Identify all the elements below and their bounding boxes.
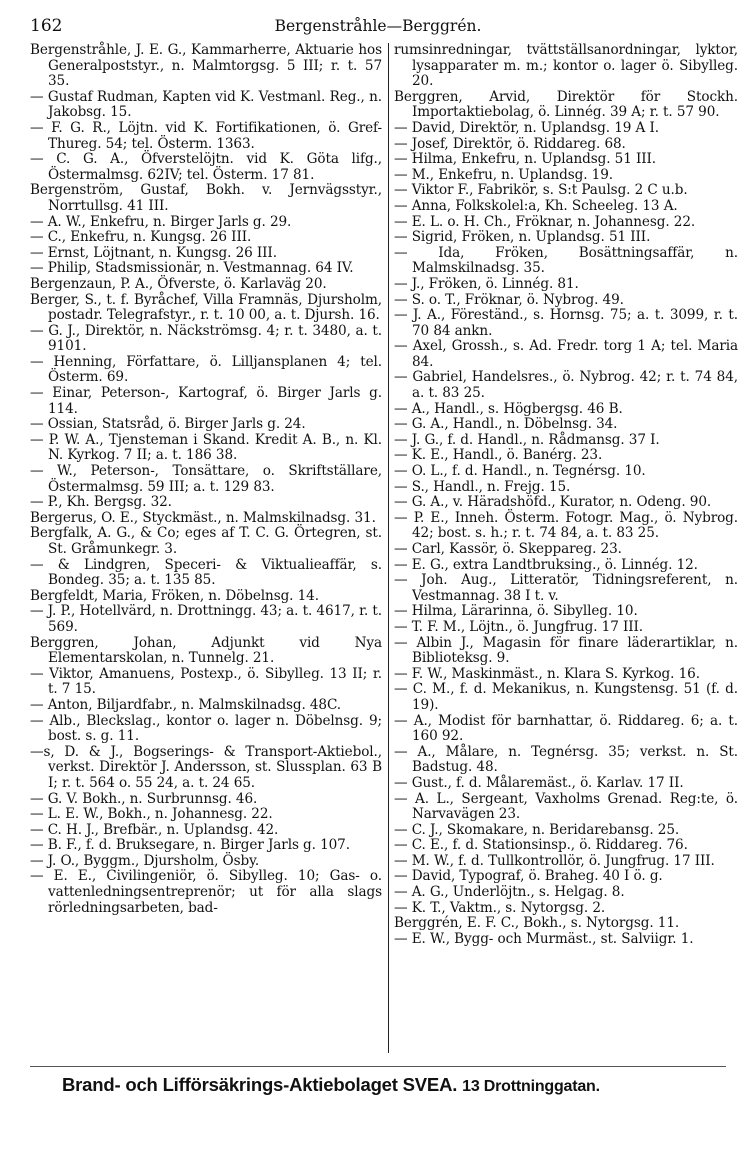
directory-entry: Bergenström, Gustaf, Bokh. v. Jernvägsstyr., Norrtullsg. 41 III.	[30, 182, 382, 214]
directory-entry: — C. G. A., Öfverstelöjtn. vid K. Göta lifg., Östermalmsg. 62IV; tel. Österm. 17 81.	[30, 151, 382, 183]
directory-entry: — W., Peterson-, Tonsättare, o. Skriftställare, Östermalmsg. 59 III; a. t. 129 83.	[30, 463, 382, 495]
directory-entry: — S. o. T., Fröknar, ö. Nybrog. 49.	[394, 291, 624, 308]
directory-entry: — P. E., Inneh. Österm. Fotogr. Mag., ö. Nybrog. 42; bost. s. h.; r. t. 74 84, a. t. 83 25.	[394, 509, 738, 542]
directory-entry: — A. W., Enkefru, n. Birger Jarls g. 29.	[30, 213, 292, 230]
left-column	[30, 43, 382, 916]
directory-entry: — C. H. J., Brefbär., n. Uplandsg. 42.	[30, 821, 279, 838]
directory-entry: — C. E., f. d. Stationsinsp., ö. Riddareg. 76.	[394, 837, 688, 854]
directory-columns	[30, 43, 738, 1053]
directory-entry: — Philip, Stadsmissionär, n. Vestmannag. 64 IV.	[30, 260, 354, 277]
directory-entry: — G. A., Handl., n. Döbelnsg. 34.	[394, 416, 618, 433]
directory-entry: Berggrén, E. F. C., Bokh., s. Nytorgsg. 11.	[394, 915, 680, 932]
directory-entry: — Viktor F., Fabrikör, s. S:t Paulsg. 2 C u.b.	[394, 182, 688, 199]
directory-entry: — Carl, Kassör, ö. Skeppareg. 23.	[394, 541, 622, 557]
directory-entry: Berger, S., t. f. Byråchef, Villa Framnäs, Djursholm, postadr. Telegrafstyr., r. t. 10 00, a. t. Djursh. 16.	[30, 291, 382, 324]
advert-address: 13 Drottninggatan.	[462, 1078, 600, 1095]
directory-entry: — A., Målare, n. Tegnérsg. 35; verkst. n. St. Badstug. 48.	[394, 743, 738, 776]
directory-entry: — A. G., Underlöjtn., s. Helgag. 8.	[394, 884, 625, 901]
directory-entry: Bergfalk, A. G., & Co; eges af T. C. G. Örtegren, st. St. Gråmunkegr. 3.	[30, 525, 382, 557]
directory-entry: — Viktor, Amanuens, Postexp., ö. Sibylleg. 13 II; r. t. 7 15.	[30, 665, 382, 698]
directory-entry: Berggren, Arvid, Direktör för Stockh. Importaktiebolag, ö. Linnég. 39 A; r. t. 57 90.	[394, 88, 738, 121]
directory-entry: Bergenstråhle, J. E. G., Kammarherre, Aktuarie hos Generalpoststyr., n. Malmtorgsg. 5 III; r. t. 57 35.	[30, 42, 382, 90]
directory-entry: — G. J., Direktör, n. Näckströmsg. 4; r. t. 3480, a. t. 9101.	[30, 322, 382, 355]
directory-entry: — P. W. A., Tjensteman i Skand. Kredit A. B., n. Kl. N. Kyrkog. 7 II; a. t. 186 38.	[30, 431, 382, 464]
directory-entry: — E. W., Bygg- och Murmäst., st. Salviigr. 1.	[394, 930, 694, 947]
directory-entry: — Anton, Biljardfabr., n. Malmskilnadsg. 48C.	[30, 696, 342, 713]
directory-entry: — C. J., Skomakare, n. Beridarebansg. 25.	[394, 821, 680, 838]
directory-entry: rumsinredningar, tvättställsanordningar, lyktor, lysapparater m. m.; kontor o. lager ö. Sibylleg. 20.	[394, 42, 738, 90]
directory-entry: — M. W., f. d. Tullkontrollör, ö. Jungfrug. 17 III.	[394, 852, 715, 869]
directory-entry: Berggren, Johan, Adjunkt vid Nya Elementarskolan, n. Tunnelg. 21.	[30, 634, 382, 667]
right-column	[394, 43, 738, 947]
directory-entry: — L. E. W., Bokh., n. Johannesg. 22.	[30, 806, 273, 823]
directory-entry: — E. E., Civilingeniör, ö. Sibylleg. 10; Gas- o. vattenledningsentreprenör; ut för alla slags rörledningsarbeten, bad-	[30, 868, 382, 916]
column-divider	[388, 43, 389, 1053]
page-number: 162	[30, 16, 63, 36]
directory-entry: — G. V. Bokh., n. Surbrunnsg. 46.	[30, 790, 258, 807]
directory-entry: — J. G., f. d. Handl., n. Rådmansg. 37 I.	[394, 431, 660, 448]
directory-entry: — Hilma, Lärarinna, ö. Sibylleg. 10.	[394, 603, 638, 620]
directory-entry: — J. O., Byggm., Djursholm, Ösby.	[30, 852, 260, 869]
footer-divider	[30, 1066, 726, 1067]
directory-entry: Bergenzaun, P. A., Öfverste, ö. Karlaväg 20.	[30, 275, 327, 292]
directory-entry: — A., Modist för barnhattar, ö. Riddareg. 6; a. t. 160 92.	[394, 712, 738, 745]
footer-advert	[62, 1074, 726, 1096]
directory-entry: — Anna, Folkskolel:a, Kh. Scheeleg. 13 A.	[394, 197, 678, 214]
directory-entry: — Hilma, Enkefru, n. Uplandsg. 51 III.	[394, 151, 657, 168]
directory-entry: — G. A., v. Häradshöfd., Kurator, n. Odeng. 90.	[394, 494, 712, 511]
directory-entry: — Einar, Peterson-, Kartograf, ö. Birger Jarls g. 114.	[30, 385, 382, 417]
directory-entry: — Gust., f. d. Målaremäst., ö. Karlav. 17 II.	[394, 774, 684, 791]
directory-entry: — Ossian, Statsråd, ö. Birger Jarls g. 24.	[30, 416, 306, 433]
directory-entry: — Josef, Direktör, ö. Riddareg. 68.	[394, 135, 626, 152]
directory-entry: — Joh. Aug., Litteratör, Tidningsreferent, n. Vestmannag. 38 I t. v.	[394, 572, 738, 604]
directory-entry: — E. L. o. H. Ch., Fröknar, n. Johannesg. 22.	[394, 213, 696, 230]
directory-entry: — F. G. R., Löjtn. vid K. Fortifikationen, ö. Gref-Thureg. 54; tel. Österm. 1363.	[30, 119, 382, 152]
directory-entry: — A., Handl., s. Högbergsg. 46 B.	[394, 400, 623, 417]
directory-entry: — J. A., Föreständ., s. Hornsg. 75; a. t. 3099, r. t. 70 84 ankn.	[394, 307, 738, 339]
directory-entry: — E. G., extra Landtbruksing., ö. Linnég. 12.	[394, 556, 698, 573]
page-header	[30, 14, 726, 40]
directory-entry: —s, D. & J., Bogserings- & Transport-Aktiebol., verkst. Direktör J. Andersson, st. Slussplan. 63 B I; r. t. 564 o. 55 24, a. t. 24 65.	[30, 743, 382, 791]
directory-entry: — Albin J., Magasin för finare läderartiklar, n. Biblioteksg. 9.	[394, 634, 738, 667]
directory-entry: Bergerus, O. E., Styckmäst., n. Malmskilnadsg. 31.	[30, 509, 376, 526]
directory-entry: — C. M., f. d. Mekanikus, n. Kungstensg. 51 (f. d. 19).	[394, 681, 738, 713]
directory-entry: — B. F., f. d. Bruksegare, n. Birger Jarls g. 107.	[30, 837, 350, 854]
directory-entry: — M., Enkefru, n. Uplandsg. 19.	[394, 166, 613, 183]
directory-entry: — T. F. M., Löjtn., ö. Jungfrug. 17 III.	[394, 618, 643, 635]
directory-entry: — Henning, Författare, ö. Lilljansplanen 4; tel. Österm. 69.	[30, 353, 382, 386]
running-head: Bergenstråhle—Berggrén.	[274, 17, 482, 35]
directory-entry: — David, Direktör, n. Uplandsg. 19 A I.	[394, 119, 659, 136]
directory-entry: — Sigrid, Fröken, n. Uplandsg. 51 III.	[394, 229, 651, 246]
directory-entry: — C., Enkefru, n. Kungsg. 26 III.	[30, 229, 252, 246]
directory-entry: — O. L., f. d. Handl., n. Tegnérsg. 10.	[394, 463, 646, 480]
directory-entry: — P., Kh. Bergsg. 32.	[30, 494, 172, 511]
directory-entry: — Alb., Bleckslag., kontor o. lager n. Döbelnsg. 9; bost. s. g. 11.	[30, 712, 382, 745]
directory-entry: — David, Typograf, ö. Braheg. 40 I ö. g.	[394, 868, 663, 885]
advert-text: Brand- och Lifförsäkrings-Aktiebolaget SVEA.	[62, 1074, 458, 1095]
directory-entry: — J., Fröken, ö. Linnég. 81.	[394, 275, 579, 292]
directory-entry: — Gabriel, Handelsres., ö. Nybrog. 42; r. t. 74 84, a. t. 83 25.	[394, 369, 738, 402]
directory-entry: — J. P., Hotellvärd, n. Drottningg. 43; a. t. 4617, r. t. 569.	[30, 603, 382, 635]
directory-entry: — Gustaf Rudman, Kapten vid K. Vestmanl. Reg., n. Jakobsg. 15.	[30, 88, 382, 121]
directory-entry: Bergfeldt, Maria, Fröken, n. Döbelnsg. 14.	[30, 587, 319, 604]
directory-entry: — Ernst, Löjtnant, n. Kungsg. 26 III.	[30, 244, 277, 261]
directory-entry: — K. E., Handl., ö. Banérg. 23.	[394, 447, 603, 464]
directory-entry: — Axel, Grossh., s. Ad. Fredr. torg 1 A; tel. Maria 84.	[394, 338, 738, 370]
directory-entry: — Ida, Fröken, Bosättningsaffär, n. Malmskilnadsg. 35.	[394, 244, 738, 277]
directory-entry: — K. T., Vaktm., s. Nytorgsg. 2.	[394, 899, 606, 916]
directory-entry: — S., Handl., n. Frejg. 15.	[394, 478, 571, 495]
directory-entry: — A. L., Sergeant, Vaxholms Grenad. Reg:te, ö. Narvavägen 23.	[394, 790, 738, 823]
directory-entry: — F. W., Maskinmäst., n. Klara S. Kyrkog. 16.	[394, 665, 700, 682]
directory-entry: — & Lindgren, Speceri- & Viktualieaffär, s. Bondeg. 35; a. t. 135 85.	[30, 556, 382, 589]
